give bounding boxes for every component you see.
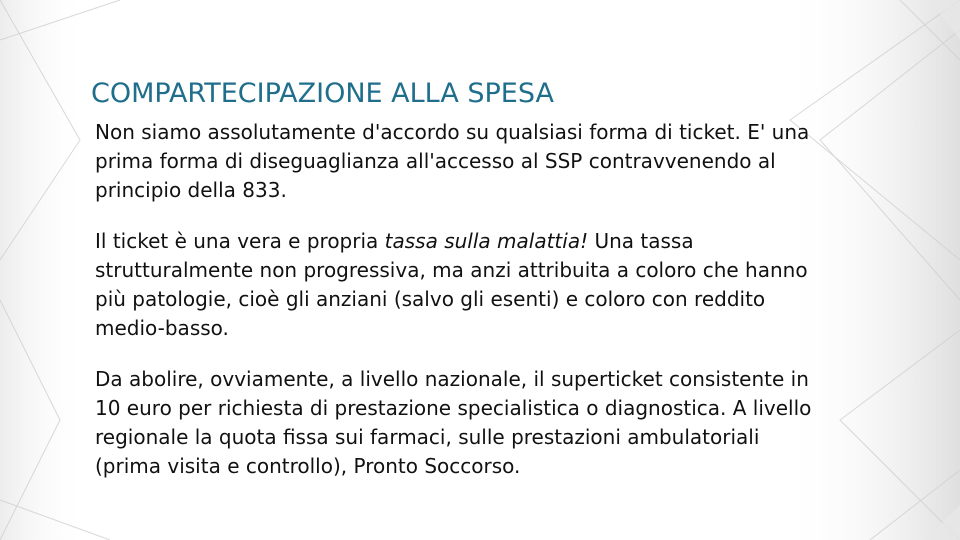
- emphasis-tassa-sulla-malattia: tassa sulla malattia!: [384, 229, 589, 253]
- paragraph-text-before: Il ticket è una vera e propria: [95, 229, 385, 253]
- paragraph-ticket-tax: [95, 227, 815, 343]
- slide-title: COMPARTECIPAZIONE ALLA SPESA: [91, 78, 554, 109]
- paragraph-ticket-opposition: Non siamo assolutamente d'accordo su qualsiasi forma di ticket. E' una prima forma di diseguaglianza all'accesso al SSP contravvenendo al principio della 833.: [95, 120, 810, 202]
- paragraph-superticket: Da abolire, ovviamente, a livello nazionale, il superticket consistente in 10 euro per richiesta di prestazione specialistica o diagnostica. A livello regionale la quota fissa sui farmaci, sulle prestazioni ambulatoriali (prima visita e controllo), Pronto Soccorso.: [95, 367, 812, 478]
- paragraph-text-after: Una tassa strutturalmente non progressiva, ma anzi attribuita a coloro che hanno più patologie, cioè gli anziani (salvo gli esenti) e coloro con reddito medio-basso.: [95, 229, 808, 340]
- slide-body: [95, 118, 815, 481]
